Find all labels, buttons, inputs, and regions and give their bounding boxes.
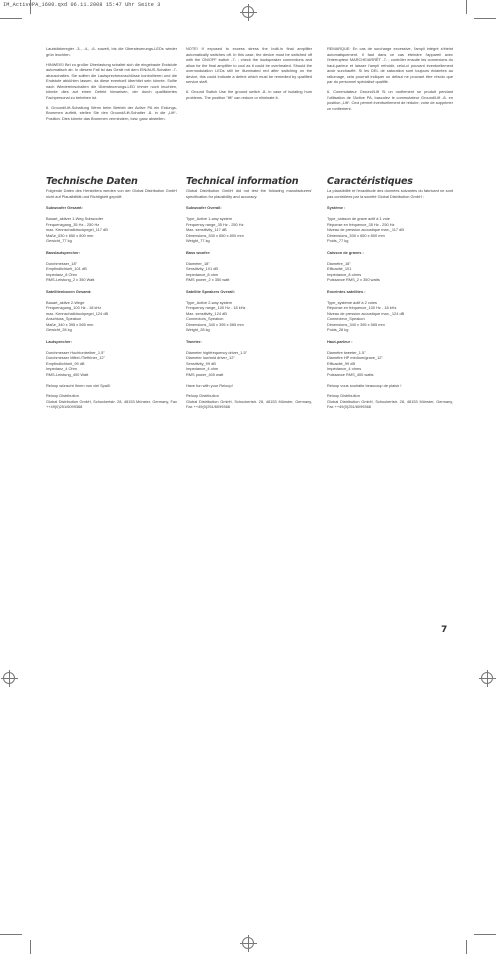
crop-mark-bottom-right-v: [466, 940, 467, 954]
contact-line: Global Distribution GmbH, Schuckertstr. 28, 48153 Münster, Germany, Fax ++49(0)251/6099368: [186, 398, 312, 409]
spec-line: Puissance RMS_400 watts: [327, 371, 374, 377]
intro-paragraph: 6. Ground/Lift-Schaltung Wenn beim Betrieb der Active PA ein Erdungs-Brummen auftritt, stellen Sie den Ground/Lift-Schalter -8- in die „Lift“-Position. Dies könnte das Brummen vermindern, bzw. ganz abstellen.: [46, 104, 177, 121]
spec-block: [186, 205, 312, 244]
spec-line: Gewicht_77 kg: [46, 238, 72, 243]
english-column: [186, 46, 312, 105]
spec-line: Type_Active 2-way system: [186, 299, 233, 305]
spec-line: Type_caisson de grave actif à 1 voie: [327, 216, 390, 221]
spec-heading: Bass woofer:: [186, 249, 211, 255]
spec-line: Dimensions_530 x 650 x 800 mm: [327, 232, 385, 238]
spec-line: Bauart_aktive 2-Wege: [46, 299, 85, 305]
spec-heading: Haut-parleur :: [327, 338, 353, 344]
english-specs-section: [186, 176, 312, 414]
closing-line: Reloop wünscht Ihnen nun viel Spaß!: [46, 383, 111, 388]
crop-mark-bottom-right-h: [474, 934, 496, 935]
french-specs-section: [327, 176, 453, 414]
spec-block: [46, 250, 177, 283]
section-title: Technische Daten: [46, 176, 138, 187]
spec-heading: Satellite Speakers Overall:: [186, 288, 235, 294]
spec-line: Niveau de pression acoustique max._124 dB: [327, 310, 405, 316]
spec-line: Poids_28 kg: [327, 327, 349, 332]
print-slug-header: IM_ActivePA_1600.qxd 06.11.2008 15:47 Uhr Seite 3: [3, 2, 161, 8]
spec-heading: Subwoofer Gesamt:: [46, 205, 83, 210]
spec-line: Niveau de pression acoustique max._117 dB: [327, 227, 404, 232]
intro-paragraph: 6. Ground Switch Use the ground switch -8- in case of isolating hum problems. The position "lift" can reduce or eliminate it.: [186, 89, 312, 100]
spec-block: [186, 250, 312, 283]
spec-block: [186, 339, 312, 378]
spec-heading: Tweeter:: [186, 338, 202, 344]
spec-line: Impédance_8 ohms: [327, 271, 362, 277]
spec-line: max. Kennschalldruckpegel_117 dB: [46, 227, 108, 232]
spec-line: Empfindlichkeit_99 dB: [46, 360, 85, 366]
spec-line: Connectors_Speakon: [186, 316, 224, 321]
spec-line: Efficacité_101: [327, 266, 352, 271]
spec-line: Diamètre HP médium/grave_12": [327, 355, 383, 360]
spec-block: [327, 289, 453, 333]
spec-block: [327, 205, 453, 244]
spec-line: Connecteur_Speakon: [327, 316, 365, 321]
spec-line: Dimensions_530 x 650 x 800 mm: [186, 232, 244, 238]
spec-line: Dimensions_340 x 395 x 565 mm: [327, 321, 385, 327]
spec-line: Diameter low/mid driver_12": [186, 355, 235, 360]
crop-mark-top-right-v: [466, 0, 467, 14]
spec-line: Réponse en fréquence_100 Hz - 18 kHz: [327, 305, 397, 310]
spec-heading: Basslautsprecher:: [46, 249, 80, 255]
spec-line: Dimensions_340 x 395 x 565 mm: [186, 321, 244, 327]
crop-mark-top-left-h: [0, 18, 22, 19]
section-lead: La plausibilité et l'exactitude des données suivantes du fabricant ne sont pas contrôlées par la société Global Distribution GmbH :: [327, 188, 453, 199]
spec-line: Impédance_4 ohms: [327, 366, 362, 371]
spec-line: Maße_340 x 395 x 565 mm: [46, 321, 94, 327]
spec-line: Gewicht_28 kg: [46, 327, 72, 332]
spec-line: Impedance_8 ohm: [186, 271, 219, 277]
section-title: Caractéristiques: [327, 176, 413, 187]
spec-line: Impedanz_4 Ohm: [46, 366, 77, 371]
spec-line: Impedanz_8 Ohm: [46, 271, 77, 277]
contact-line: Global Distribution GmbH, Schuckertstr. 28, 48153 Münster, Germany, Fax ++49(0)251/6099368: [327, 398, 453, 409]
spec-line: Poids_77 kg: [327, 238, 349, 243]
spec-block: [327, 250, 453, 283]
registration-mark-right: [481, 672, 493, 684]
closing-line: Have fun with your Reloop!: [186, 383, 233, 388]
spec-heading: Lautsprecher:: [46, 338, 72, 344]
spec-line: Puissance RMS_2 x 350 watts: [327, 277, 380, 282]
spec-line: Durchmesser Mittel-/Tieftöner_12": [46, 355, 105, 360]
spec-line: Type_système actif à 2 voies: [327, 299, 377, 305]
registration-mark-top: [242, 6, 254, 18]
crop-mark-top-right-h: [474, 18, 496, 19]
contact-line: Reloop Distribution: [46, 393, 79, 398]
spec-line: Sensitivity_101 dB: [186, 266, 219, 271]
german-column: [46, 46, 177, 126]
spec-line: RMS power_2 x 350 watt: [186, 277, 230, 282]
spec-line: Frequency range_35 Hz - 250 Hz: [186, 221, 244, 227]
spec-line: Maße_530 x 650 x 800 mm: [46, 232, 94, 238]
spec-line: Weight_77 kg: [186, 238, 210, 243]
crop-mark-top-left-v: [30, 0, 31, 14]
spec-line: Diamètre_18": [327, 260, 351, 266]
spec-block: [327, 339, 453, 378]
spec-line: Frequenzgang_35 Hz - 250 Hz: [46, 221, 100, 227]
spec-heading: Système :: [327, 205, 346, 210]
spec-line: Weight_28 kg: [186, 327, 210, 332]
spec-line: Impedance_4 ohm: [186, 366, 219, 371]
spec-line: RMS-Leistung_2 x 350 Watt: [46, 277, 95, 282]
german-specs-section: [46, 176, 177, 414]
spec-line: Max. sensitivity_117 dB: [186, 227, 227, 232]
spec-line: Durchmesser Hochtontreiber_1.5": [46, 349, 105, 355]
contact-line: Reloop Distribution: [186, 393, 219, 398]
spec-line: Frequenzgang_100 Hz - 18 kHz: [46, 305, 102, 310]
spec-line: max. Kennschalldruckpegel_124 dB: [46, 310, 109, 316]
spec-line: Anschluss_Speakon: [46, 316, 82, 321]
contact-line: Reloop Distribution: [327, 393, 360, 398]
spec-line: Diameter_18": [186, 260, 210, 266]
spec-line: Max. sensitivity_124 dB: [186, 310, 227, 316]
spec-block: [46, 205, 177, 244]
intro-paragraph: HINWEIS! Bei zu großer Überlastung schaltet sich die eingebaute Endstufe automatisch ab. In diesem Fall ist das Gerät mit dem EIN/AUS-Schalter -7- abzuschalten. Sie sollten die Lautsprecheranschlüsse kontrollieren und die Endstufe abkühlen lassen, da diese eventuell überhitzt sein könnte. Sollte nach Wiedereinschalten die Übersteuerungs-LED immer noch leuchten, könnte dies auf einen Defekt hinweisen, der durch qualifiziertes Fachpersonal zu beheben ist.: [46, 61, 177, 100]
spec-line: Réponse en fréquence_35 Hz - 250 Hz: [327, 221, 395, 227]
spec-line: RMS-Leistung_400 Watt: [46, 371, 89, 377]
section-lead: Folgende Daten des Herstellers werden von der Global Distribution GmbH nicht auf Plausibilität und Richtigkeit geprüft:: [46, 188, 177, 199]
crop-mark-bottom-left-v: [30, 940, 31, 954]
section-title: Technical information: [186, 176, 299, 187]
spec-heading: Enceintes satellites :: [327, 288, 366, 294]
registration-mark-left: [3, 672, 15, 684]
spec-heading: Caisson de graves :: [327, 249, 364, 255]
spec-block: [46, 339, 177, 378]
spec-line: Efficacité_99 dB: [327, 360, 356, 366]
spec-block: [186, 289, 312, 333]
intro-paragraph: 6. Commutateur Ground/Lift Si un ronflement se produit pendant l'utilisation de l'Active PA, basculez le commutateur Ground/Lift -8- en position „Lift“. Ceci permet éventuellement de réduire, voire de supprimer ce ronflement.: [327, 89, 453, 111]
contact-line: Global Distribution GmbH, Schuckertstr. 28, 48153 Münster, Germany, Fax ++49(0)251/6099368: [46, 398, 177, 409]
spec-line: RMS power_400 watt: [186, 371, 224, 377]
spec-heading: Satellitenboxen Gesamt:: [46, 288, 92, 294]
closing-line: Reloop vous souhaite beaucoup de plaisir !: [327, 383, 402, 388]
spec-line: Type_Active 1-way system: [186, 216, 233, 221]
intro-paragraph: REMARQUE: En cas de surcharge excessive, l'ampli intégré s'éteint automatiquement. Il faut dans ce cas éteindre l'appareil avec l'interrupteur MARCHE/ARRÊT -7- ; contrôler ensuite les connexions du haut-parleur et laisser l'ampli refroidir, celui-ci pouvant éventuellement avoir surchauffé. Si les DEL de saturation sont toujours éclairées au rallumage, cela pourrait indiquer un défaut ne pouvant être résolu que par du personnel spécialisé qualifié.: [327, 46, 453, 84]
crop-mark-bottom-left-h: [0, 934, 22, 935]
spec-line: Diameter highfrequency driver_1.5": [186, 349, 248, 355]
spec-line: Frequency range_100 Hz - 18 kHz: [186, 305, 246, 310]
spec-line: Empfindlichkeit_101 dB: [46, 266, 87, 271]
spec-line: Bauart_aktiver 1-Weg Subwoofer: [46, 216, 104, 221]
spec-block: [46, 289, 177, 333]
spec-line: Sensitivity_99 dB: [186, 360, 216, 366]
spec-line: Diamètre tweeter_1.5": [327, 349, 366, 355]
intro-paragraph: NOTE! If exposed to excess stress the built-in final amplifier automatically switches off. In this case, the device must be switched off with the ON/OFF switch -7- ; check the loudspeaker connections and allow for the final amplifier to cool as it could be overheated. Should the overmodulation LEDs still be illuminated red after switching on the device, this could indicate a defect which must be remedied by qualified service staff.: [186, 46, 312, 84]
section-lead: Global Distribution GmbH did not test the following manufacturers' specification for plausibility and accuracy:: [186, 188, 312, 199]
registration-mark-bottom: [242, 937, 254, 949]
spec-heading: Subwoofer Overall:: [186, 205, 222, 210]
french-column: [327, 46, 453, 116]
spec-line: Durchmesser_18": [46, 260, 78, 266]
intro-paragraph: Lautstärkeregler -3-, -4-, -6- soweit, bis die Übersteuerungs-LEDs wieder grün leuchten.: [46, 46, 177, 57]
page-number: 7: [441, 625, 448, 635]
